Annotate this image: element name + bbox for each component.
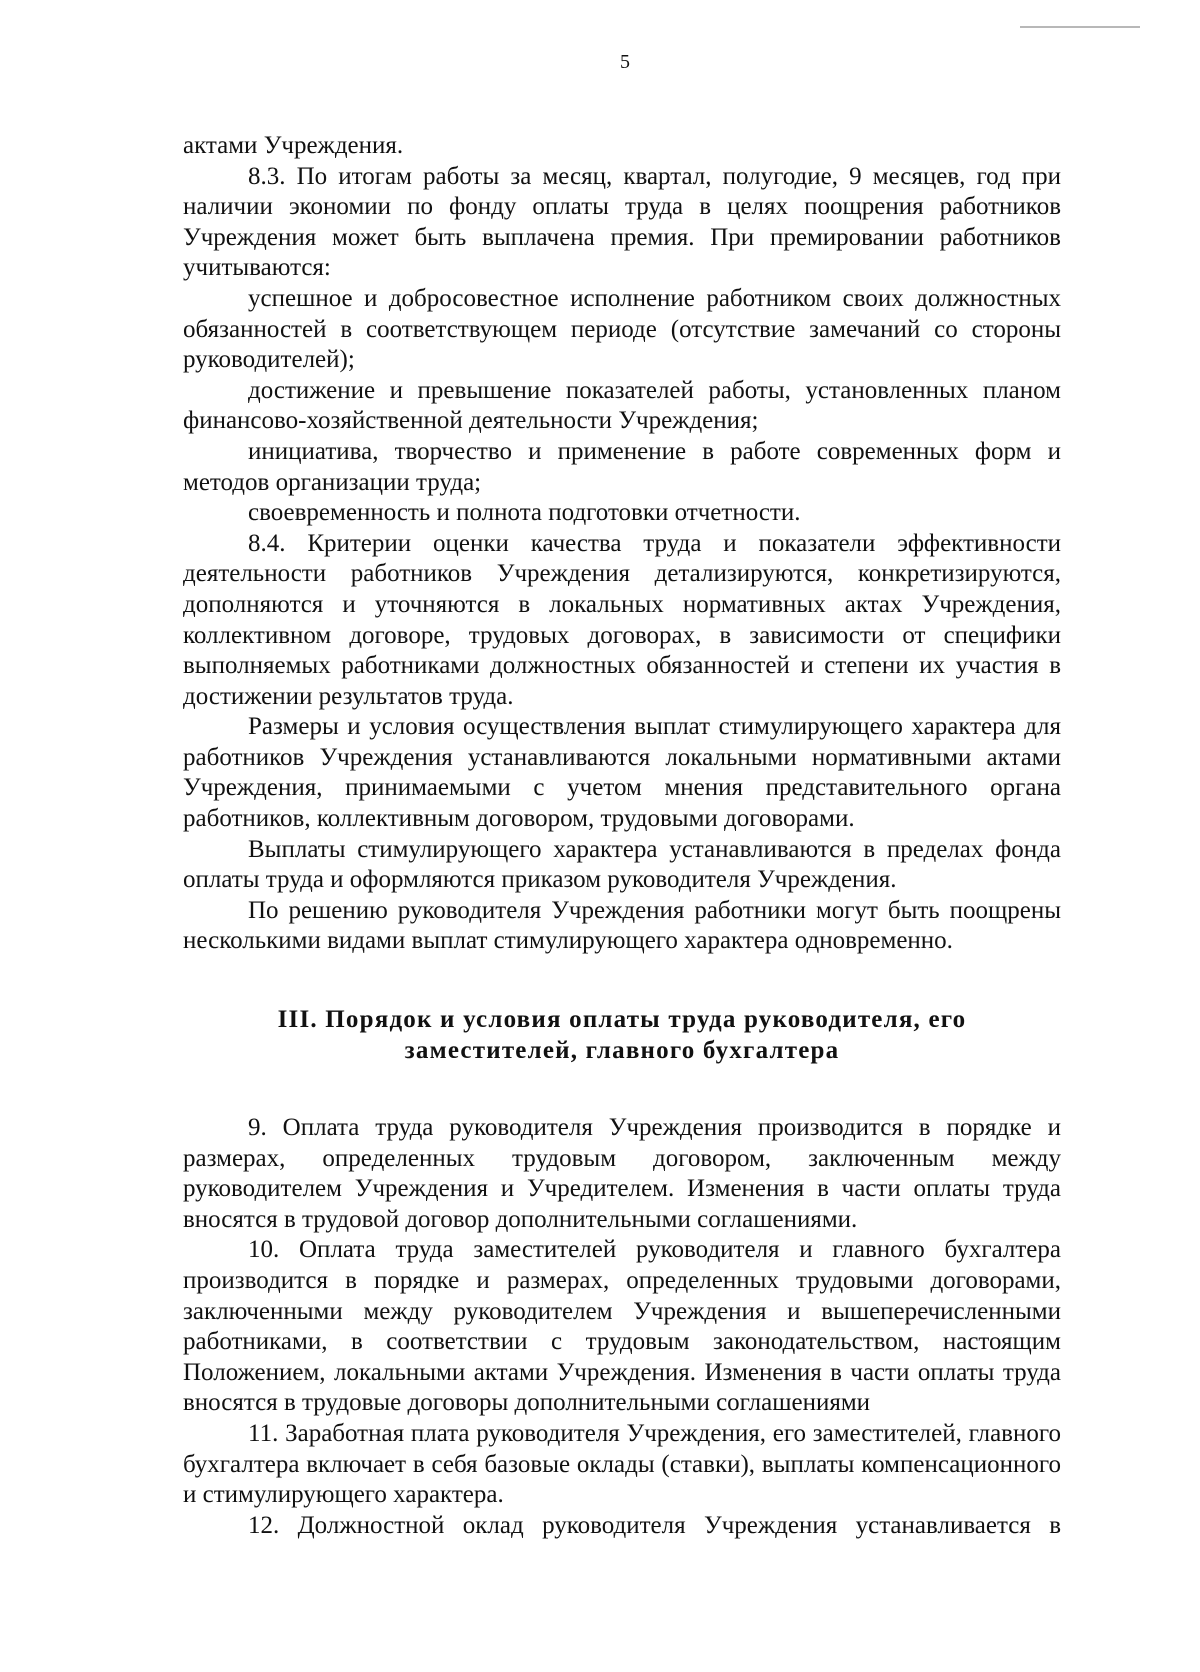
- section-heading-line-2: заместителей, главного бухгалтера: [404, 1037, 840, 1065]
- document-body: [183, 131, 1061, 1541]
- paragraph: По решению руководителя Учреждения работники могут быть поощрены несколькими видами выплат стимулирующего характера одновременно.: [183, 896, 1061, 955]
- paragraph: 8.3. По итогам работы за месяц, квартал, полугодие, 9 месяцев, год при наличии экономии по фонду оплаты труда в целях поощрения работников Учреждения может быть выплачена премия. При премировании работников учитываются:: [183, 162, 1061, 282]
- paragraph: Выплаты стимулирующего характера устанавливаются в пределах фонда оплаты труда и оформляются приказом руководителя Учреждения.: [183, 835, 1061, 894]
- page-number: 5: [620, 51, 630, 73]
- paragraph: достижение и превышение показателей работы, установленных планом финансово-хозяйственной деятельности Учреждения;: [183, 376, 1061, 435]
- section-heading: [183, 1004, 1061, 1066]
- paragraphs-bottom: [183, 1113, 1061, 1541]
- paragraph: 9. Оплата труда руководителя Учреждения производится в порядке и размерах, определенных трудовым договором, заключенным между руководителем Учреждения и Учредителем. Изменения в части оплаты труда вносятся в трудовой договор дополнительными соглашениями.: [183, 1114, 1061, 1233]
- scan-edge-mark: [1020, 26, 1140, 28]
- paragraph: 11. Заработная плата руководителя Учреждения, его заместителей, главного бухгалтера включает в себя базовые оклады (ставки), выплаты компенсационного и стимулирующего характера.: [183, 1419, 1061, 1509]
- paragraph: 8.4. Критерии оценки качества труда и показатели эффективности деятельности работников Учреждения детализируются, конкретизируются, дополняются и уточняются в локальных нормативных актах Учреждения, коллективном договоре, трудовых договорах, в зависимости от специфики выполняемых работниками должностных обязанностей и степени их участия в достижении результатов труда.: [183, 529, 1061, 710]
- paragraph: Размеры и условия осуществления выплат стимулирующего характера для работников Учреждения устанавливаются локальными нормативными актами Учреждения, принимаемыми с учетом мнения представительного органа работников, коллективным договором, трудовыми договорами.: [183, 713, 1061, 833]
- paragraph: инициатива, творчество и применение в работе современных форм и методов организации труда;: [183, 437, 1061, 496]
- paragraph: успешное и добросовестное исполнение работником своих должностных обязанностей в соответствующем периоде (отсутствие замечаний со стороны руководителей);: [183, 284, 1061, 374]
- paragraph: 12. Должностной оклад руководителя Учреждения устанавливается в: [248, 1511, 1061, 1539]
- section-heading-line-1: III. Порядок и условия оплаты труда руководителя, его: [277, 1006, 967, 1034]
- paragraphs-top: [183, 131, 1061, 957]
- paragraph: актами Учреждения.: [183, 132, 404, 159]
- paragraph: своевременность и полнота подготовки отчетности.: [248, 499, 801, 527]
- paragraph: 10. Оплата труда заместителей руководителя и главного бухгалтера производится в порядке и размерах, определенных трудовыми договорами, заключенными между руководителем Учреждения и вышеперечисленными работниками, в соответствии с трудовым законодательством, настоящим Положением, локальными актами Учреждения. Изменения в части оплаты труда вносятся в трудовые договоры дополнительными соглашениями: [183, 1236, 1061, 1417]
